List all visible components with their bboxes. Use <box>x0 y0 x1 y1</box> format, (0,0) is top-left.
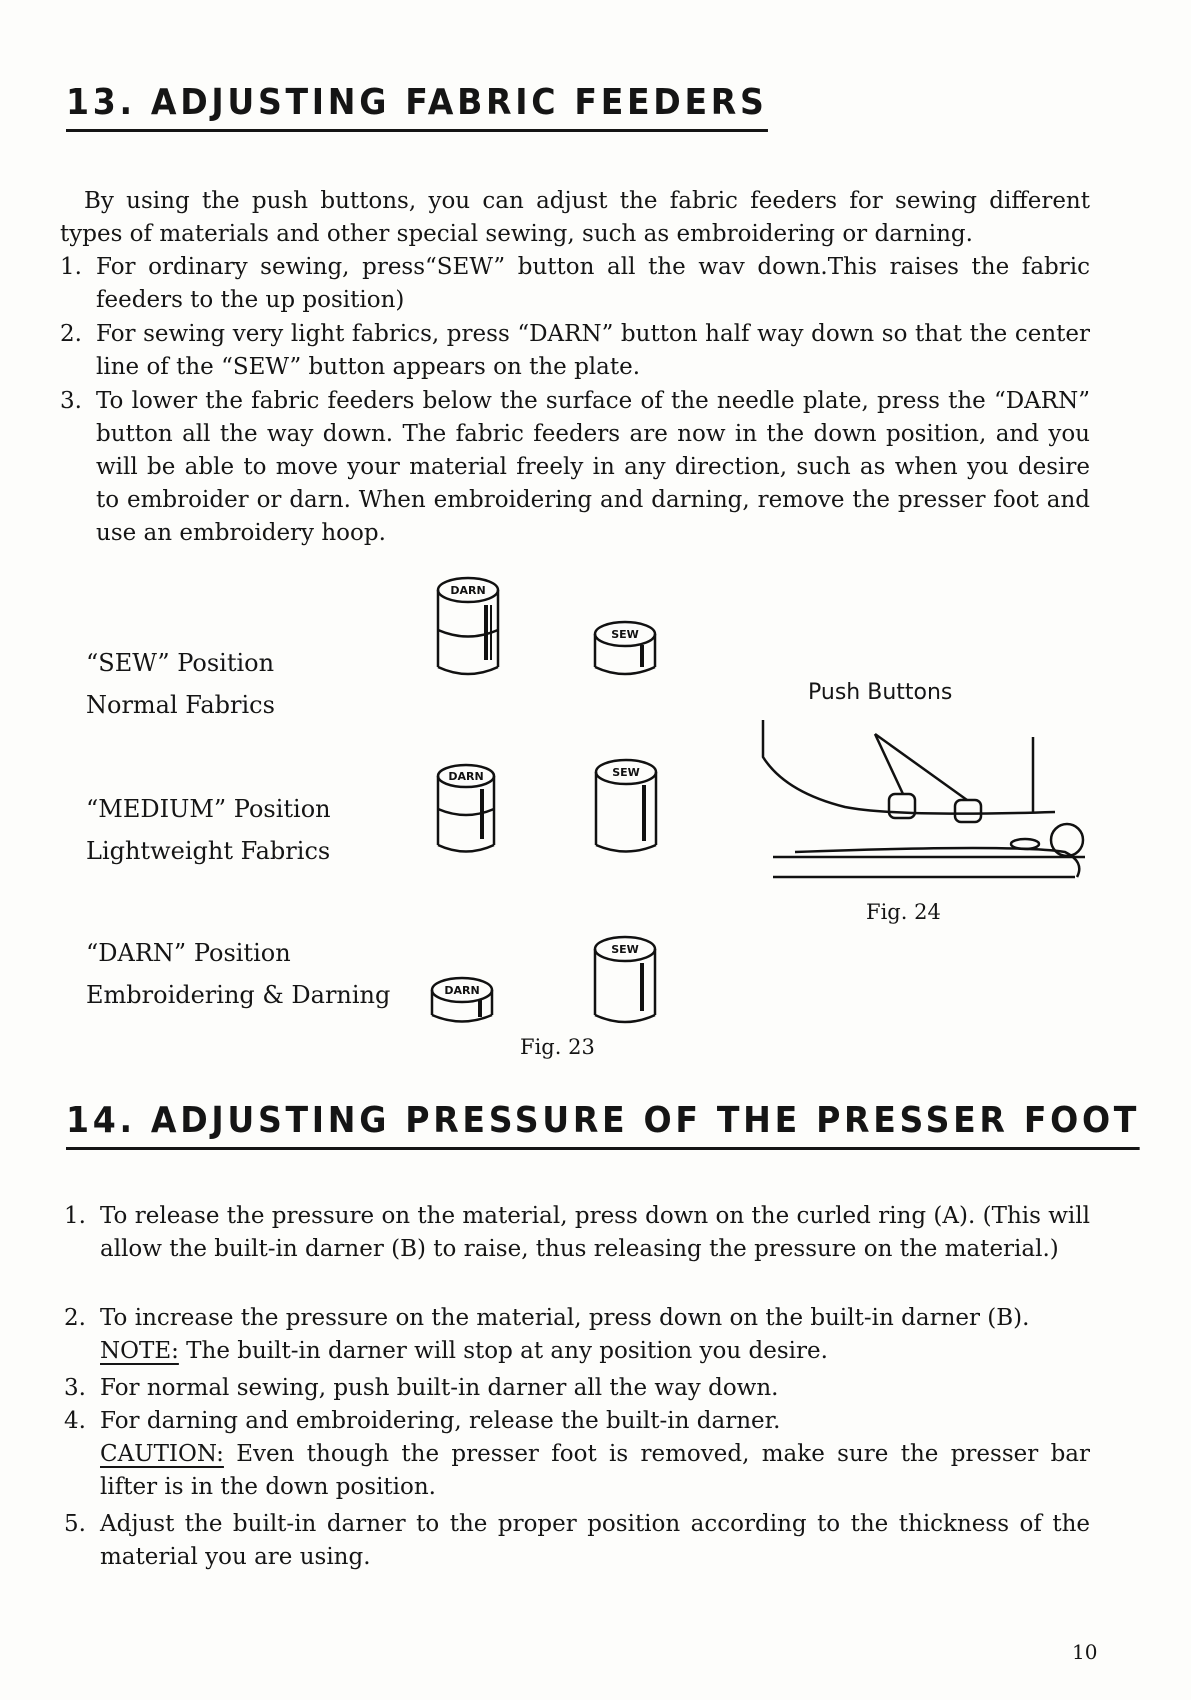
item-text: For sewing very light fabrics, press “DARN” button half way down so that the center line of the “SEW” button appears on the plate. <box>96 321 1090 380</box>
item-text: To lower the fabric feeders below the surface of the needle plate, press the “DARN” button all the way down. The fabric feeders are now in the down position, and you will be able to move your material freely in any direction, such as when you desire to embroider or darn. When embroidering and darning, remove the presser foot and use an embroidery hoop. <box>96 388 1090 546</box>
darn-button-label: DARN <box>450 584 486 597</box>
position-medium-label <box>86 788 331 872</box>
section-13-title: 13. ADJUSTING FABRIC FEEDERS <box>66 82 768 132</box>
item-text: For ordinary sewing, press“SEW” button all the wav down.This raises the fabric feeders to the up position) <box>96 254 1090 313</box>
position-sew-label <box>86 642 275 726</box>
note-label: NOTE: <box>100 1338 179 1364</box>
item-text: For normal sewing, push built-in darner all the way down. <box>100 1375 779 1401</box>
fig-24-caption: Fig. 24 <box>866 900 941 924</box>
item-number: 5. <box>64 1511 86 1537</box>
list-item <box>60 385 1090 550</box>
list-item <box>60 318 1090 384</box>
position-fabric: Lightweight Fabrics <box>86 837 331 865</box>
push-buttons-label: Push Buttons <box>808 680 953 705</box>
caution-text: Even though the presser foot is removed, make sure the presser bar lifter is in the down position. <box>100 1441 1090 1500</box>
item-text: To increase the pressure on the material, press down on the built-in darner (B). <box>100 1305 1030 1331</box>
darn-button-label: DARN <box>448 770 484 783</box>
fig24-machine-drawing <box>755 712 1095 892</box>
fig-23-caption: Fig. 23 <box>520 1035 595 1059</box>
list-item <box>64 1302 1090 1368</box>
list-item <box>64 1200 1090 1266</box>
item-number: 3. <box>60 388 82 414</box>
sew-button-label: SEW <box>611 628 639 641</box>
item-number: 4. <box>64 1408 86 1434</box>
caution-label: CAUTION: <box>100 1441 224 1467</box>
item-text: For darning and embroidering, release the built-in darner. <box>100 1408 781 1434</box>
sew-button-label: SEW <box>611 943 639 956</box>
darn-button-label: DARN <box>444 984 480 997</box>
section-14-title: 14. ADJUSTING PRESSURE OF THE PRESSER FOOT <box>66 1100 1140 1150</box>
note-text: The built-in darner will stop at any position you desire. <box>178 1338 828 1364</box>
list-item <box>60 251 1090 317</box>
section-13-intro: By using the push buttons, you can adjust the fabric feeders for sewing different types of materials and other special sewing, such as embroidering or darning. <box>60 188 1090 247</box>
position-fabric: Embroidering & Darning <box>86 981 391 1009</box>
position-name: “DARN” Position <box>86 939 291 967</box>
position-name: “SEW” Position <box>86 649 275 677</box>
page-number: 10 <box>1072 1640 1098 1664</box>
position-fabric: Normal Fabrics <box>86 691 275 719</box>
item-number: 2. <box>60 321 82 347</box>
position-darn-label <box>86 932 390 1016</box>
fig23-push-button-drawings <box>420 575 680 1035</box>
position-name: “MEDIUM” Position <box>86 795 331 823</box>
sew-button-label: SEW <box>612 766 640 779</box>
item-text: To release the pressure on the material, press down on the curled ring (A). (This will allow the built-in darner (B) to raise, thus releasing the pressure on the material.) <box>100 1203 1090 1262</box>
list-item <box>64 1372 1090 1405</box>
item-number: 1. <box>60 254 82 280</box>
list-item <box>64 1508 1090 1574</box>
item-number: 1. <box>64 1203 86 1229</box>
item-number: 3. <box>64 1375 86 1401</box>
item-number: 2. <box>64 1305 86 1331</box>
item-text: Adjust the built-in darner to the proper position according to the thickness of the material you are using. <box>100 1511 1090 1570</box>
list-item <box>64 1405 1090 1504</box>
